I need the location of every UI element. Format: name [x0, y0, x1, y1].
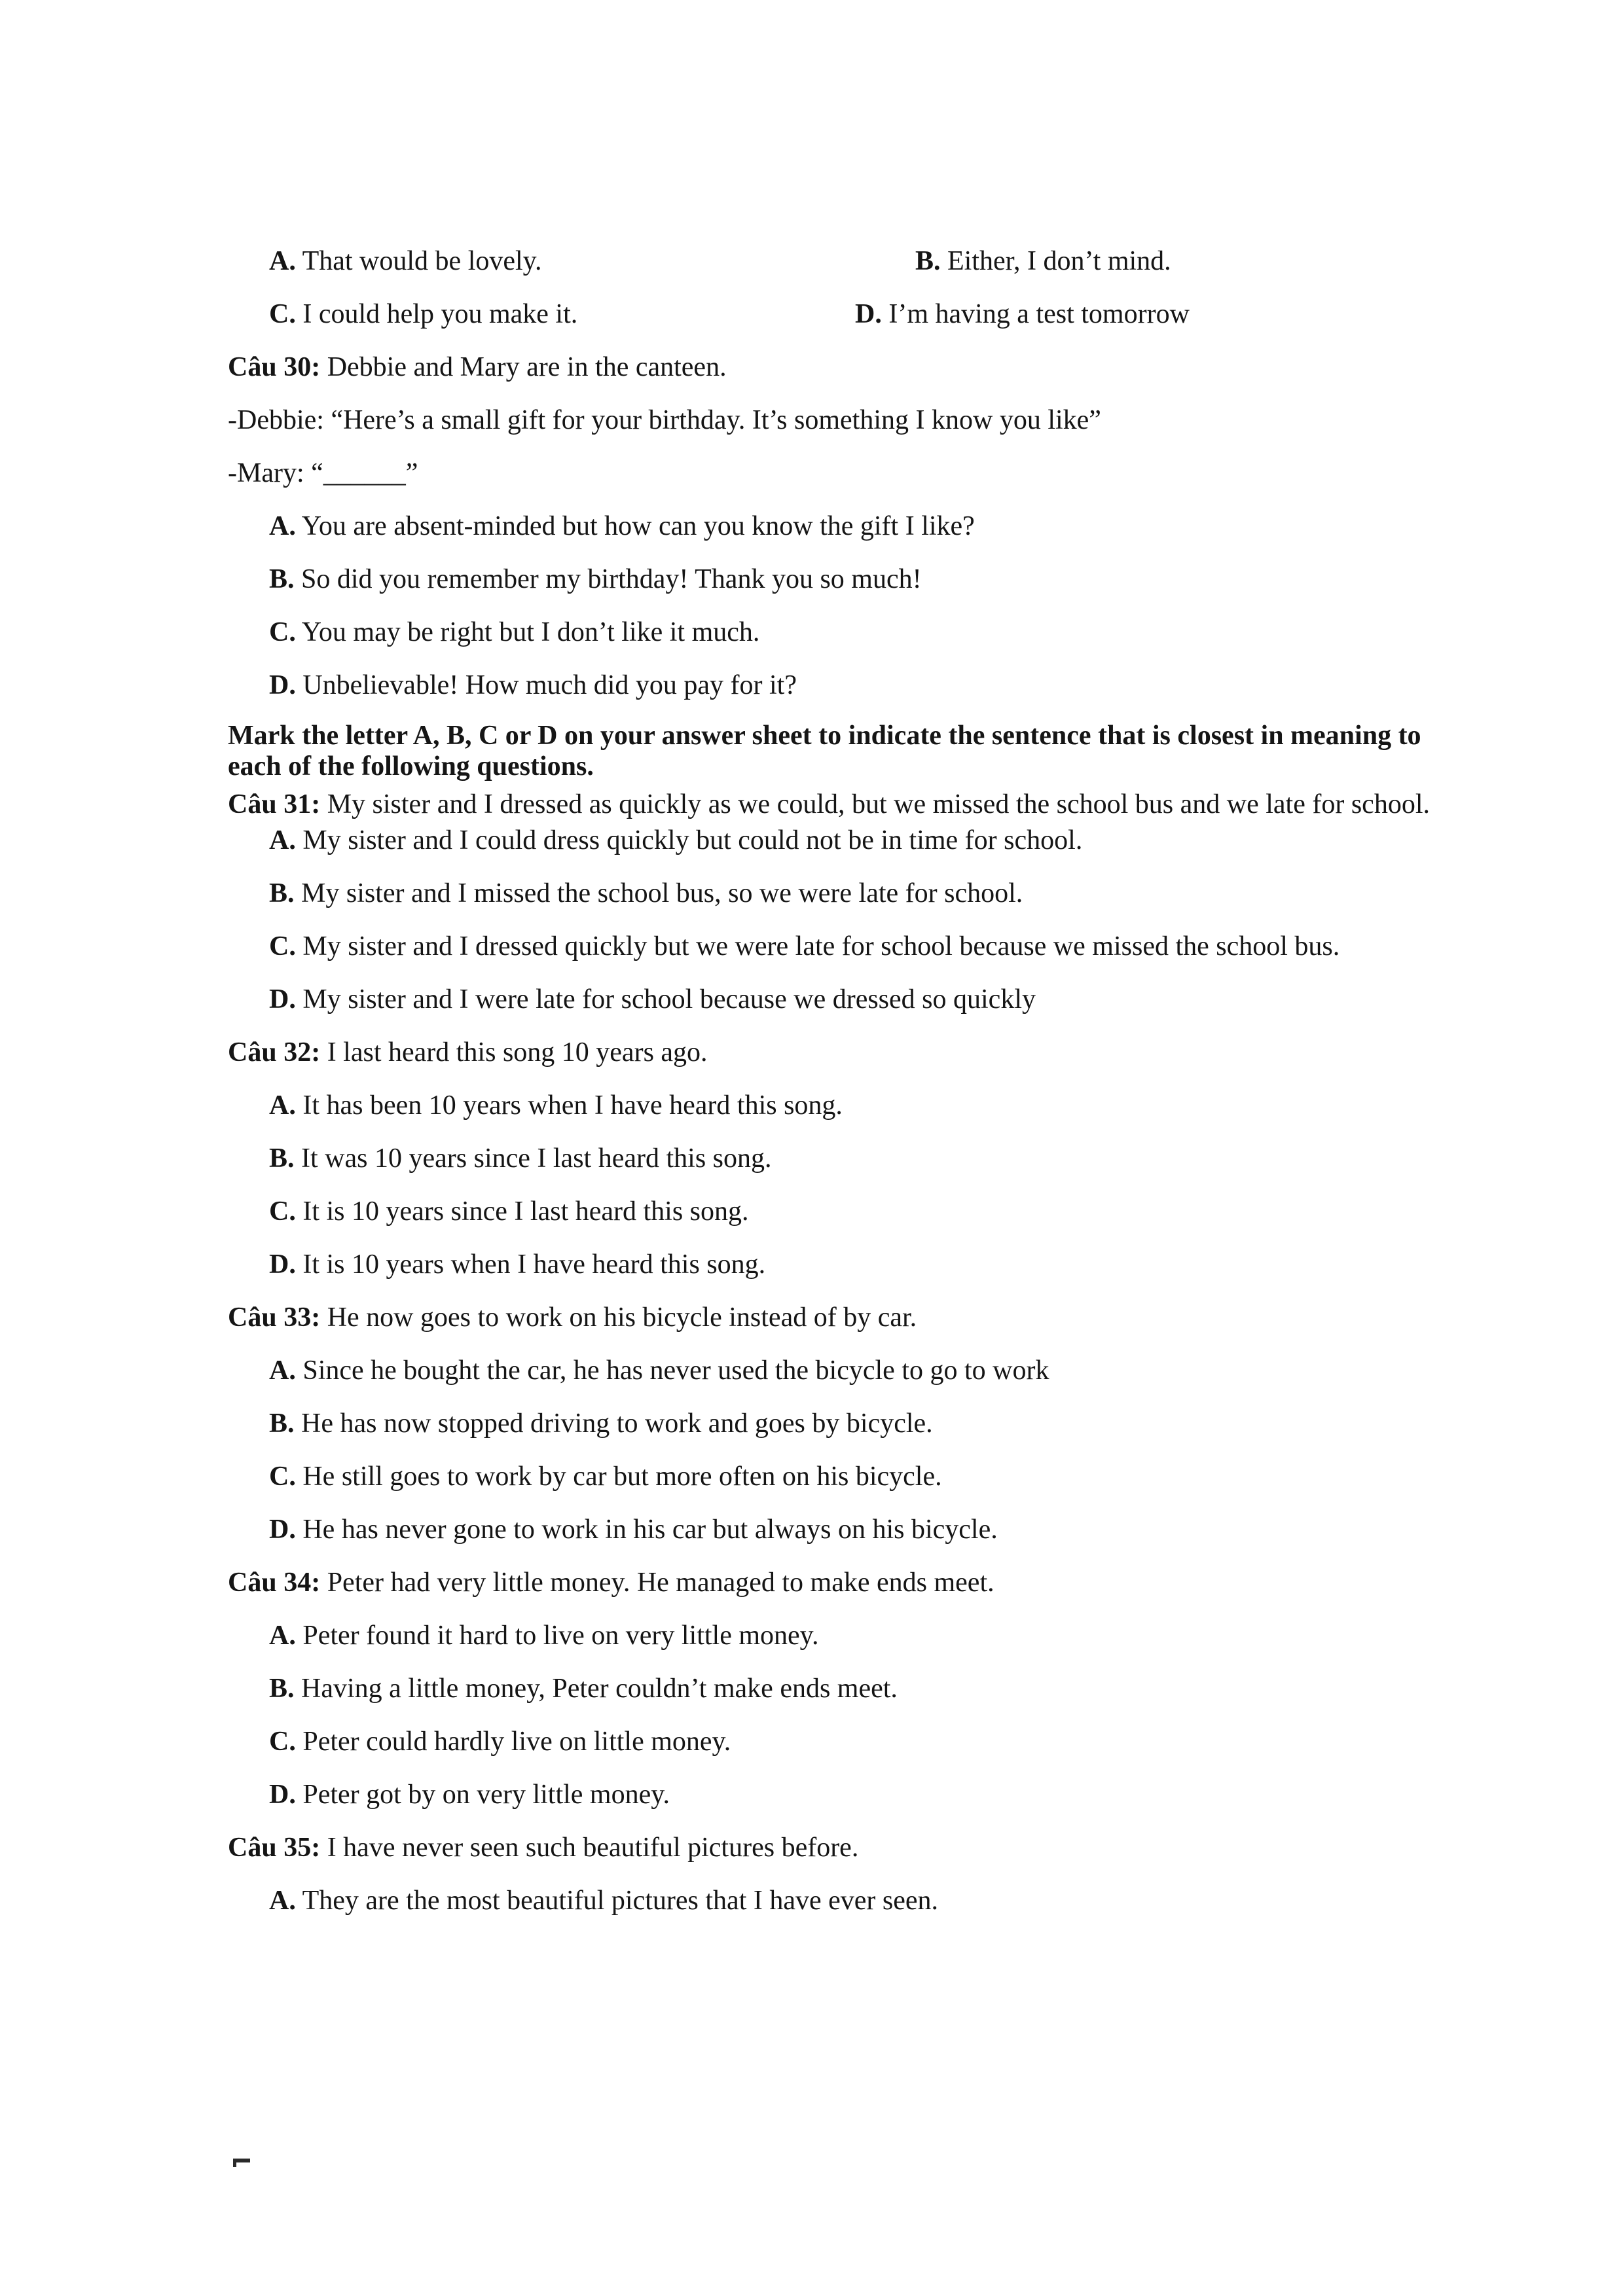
question-text: Peter had very little money. He managed to make ends meet.	[327, 1568, 994, 1598]
option-label: A.	[269, 1090, 296, 1121]
option-text: I could help you make it.	[302, 299, 578, 329]
option-text: Peter could hardly live on little money.	[302, 1727, 731, 1757]
option-label: D.	[269, 984, 296, 1014]
question-30-option-d	[228, 668, 1461, 703]
option-text: My sister and I could dress quickly but could not be in time for school.	[302, 825, 1083, 855]
option-label: C.	[269, 931, 296, 961]
option-text: It was 10 years since I last heard this song.	[301, 1143, 772, 1174]
question-31-option-b	[228, 876, 1461, 911]
option-text: Either, I don’t mind.	[947, 246, 1171, 276]
option-text: Unbelievable! How much did you pay for it?	[302, 670, 797, 700]
option-text: He has now stopped driving to work and goes by bicycle.	[301, 1408, 933, 1439]
question-33-option-a	[228, 1353, 1461, 1388]
question-34-option-c	[228, 1724, 1461, 1759]
question-33-option-d	[228, 1512, 1461, 1547]
question-34-option-d	[228, 1777, 1461, 1812]
option-label: C.	[269, 1196, 296, 1227]
option-label: A.	[269, 825, 296, 855]
prev-option-a	[228, 243, 541, 279]
question-30-dialog-debbie: -Debbie: “Here’s a small gift for your birthday. It’s something I know you like”	[228, 405, 1101, 435]
question-32-header	[228, 1035, 1461, 1070]
option-label: D.	[269, 670, 296, 700]
option-text: You may be right but I don’t like it much.	[301, 617, 760, 647]
option-text: Peter found it hard to live on very little money.	[302, 1621, 819, 1651]
prev-option-d	[855, 296, 1190, 332]
option-text: Since he bought the car, he has never used the bicycle to go to work	[302, 1355, 1049, 1386]
question-30-option-c	[228, 615, 1461, 650]
option-label: A.	[269, 511, 296, 541]
question-33-header	[228, 1300, 1461, 1335]
question-text: He now goes to work on his bicycle instead of by car.	[327, 1302, 917, 1333]
question-text: Debbie and Mary are in the canteen.	[327, 352, 727, 382]
prev-options-row-1	[228, 243, 1461, 279]
option-text: My sister and I dressed quickly but we were late for school because we missed the school bus.	[302, 931, 1340, 961]
question-34-option-a	[228, 1618, 1461, 1653]
option-text: It is 10 years when I have heard this song.	[302, 1249, 766, 1280]
option-text: It has been 10 years when I have heard this song.	[302, 1090, 843, 1121]
question-33-option-b	[228, 1406, 1461, 1441]
question-number: Câu 32:	[228, 1037, 321, 1067]
option-text: That would be lovely.	[302, 246, 542, 276]
option-text: Peter got by on very little money.	[302, 1780, 670, 1810]
option-label: D.	[269, 1780, 296, 1810]
question-number: Câu 34:	[228, 1568, 321, 1598]
question-34-header	[228, 1565, 1461, 1600]
option-label: A.	[269, 1355, 296, 1386]
option-label: B.	[269, 1143, 295, 1174]
question-31-option-c	[228, 929, 1461, 964]
question-35-option-a	[228, 1883, 1461, 1918]
question-32-option-b	[228, 1141, 1461, 1176]
section-instruction: Mark the letter A, B, C or D on your answer sheet to indicate the sentence that is closest in meaning to each of the following questions.	[228, 721, 1421, 781]
question-32-option-c	[228, 1194, 1461, 1229]
stray-print-mark	[233, 2159, 250, 2162]
option-label: D.	[855, 299, 882, 329]
question-number: Câu 30:	[228, 352, 321, 382]
question-30-option-a	[228, 509, 1461, 544]
option-label: B.	[269, 1674, 295, 1704]
option-label: C.	[269, 299, 296, 329]
option-label: C.	[269, 1462, 296, 1492]
option-label: B.	[269, 1408, 295, 1439]
question-text: I have never seen such beautiful pictures before.	[327, 1833, 859, 1863]
option-text: Having a little money, Peter couldn’t make ends meet.	[301, 1674, 898, 1704]
question-34-option-b	[228, 1671, 1461, 1706]
option-text: So did you remember my birthday! Thank you so much!	[301, 564, 922, 594]
option-text: He has never gone to work in his car but always on his bicycle.	[302, 1515, 998, 1545]
option-text: He still goes to work by car but more often on his bicycle.	[302, 1462, 942, 1492]
option-text: You are absent-minded but how can you know the gift I like?	[301, 511, 975, 541]
option-text: My sister and I missed the school bus, so we were late for school.	[301, 878, 1023, 908]
option-text: I’m having a test tomorrow	[888, 299, 1190, 329]
question-30-option-b	[228, 562, 1461, 597]
question-number: Câu 35:	[228, 1833, 321, 1863]
option-text: They are the most beautiful pictures that I have ever seen.	[302, 1886, 939, 1916]
option-label: D.	[269, 1249, 296, 1280]
question-31-option-a	[228, 823, 1461, 858]
option-text: It is 10 years since I last heard this song.	[302, 1196, 749, 1227]
question-31-option-d	[228, 982, 1461, 1017]
prev-options-row-2	[228, 296, 1461, 332]
option-label: C.	[269, 1727, 296, 1757]
question-text: I last heard this song 10 years ago.	[327, 1037, 708, 1067]
question-30-dialog-mary: -Mary: “______”	[228, 458, 418, 488]
option-label: D.	[269, 1515, 296, 1545]
option-label: B.	[915, 246, 941, 276]
question-number: Câu 33:	[228, 1302, 321, 1333]
option-label: B.	[269, 878, 295, 908]
question-number: Câu 31:	[228, 789, 321, 819]
question-35-header	[228, 1830, 1461, 1865]
question-32-option-d	[228, 1247, 1461, 1282]
question-33-option-c	[228, 1459, 1461, 1494]
option-label: A.	[269, 246, 296, 276]
prev-option-b	[915, 243, 1171, 279]
option-text: My sister and I were late for school because we dressed so quickly	[302, 984, 1036, 1014]
option-label: A.	[269, 1886, 296, 1916]
question-32-option-a	[228, 1088, 1461, 1123]
option-label: C.	[269, 617, 296, 647]
question-31-header	[228, 787, 1461, 821]
option-label: A.	[269, 1621, 296, 1651]
prev-option-c	[228, 296, 577, 332]
question-30-header	[228, 350, 1461, 385]
question-text: My sister and I dressed as quickly as we could, but we missed the school bus and we late for school.	[327, 789, 1430, 819]
option-label: B.	[269, 564, 295, 594]
